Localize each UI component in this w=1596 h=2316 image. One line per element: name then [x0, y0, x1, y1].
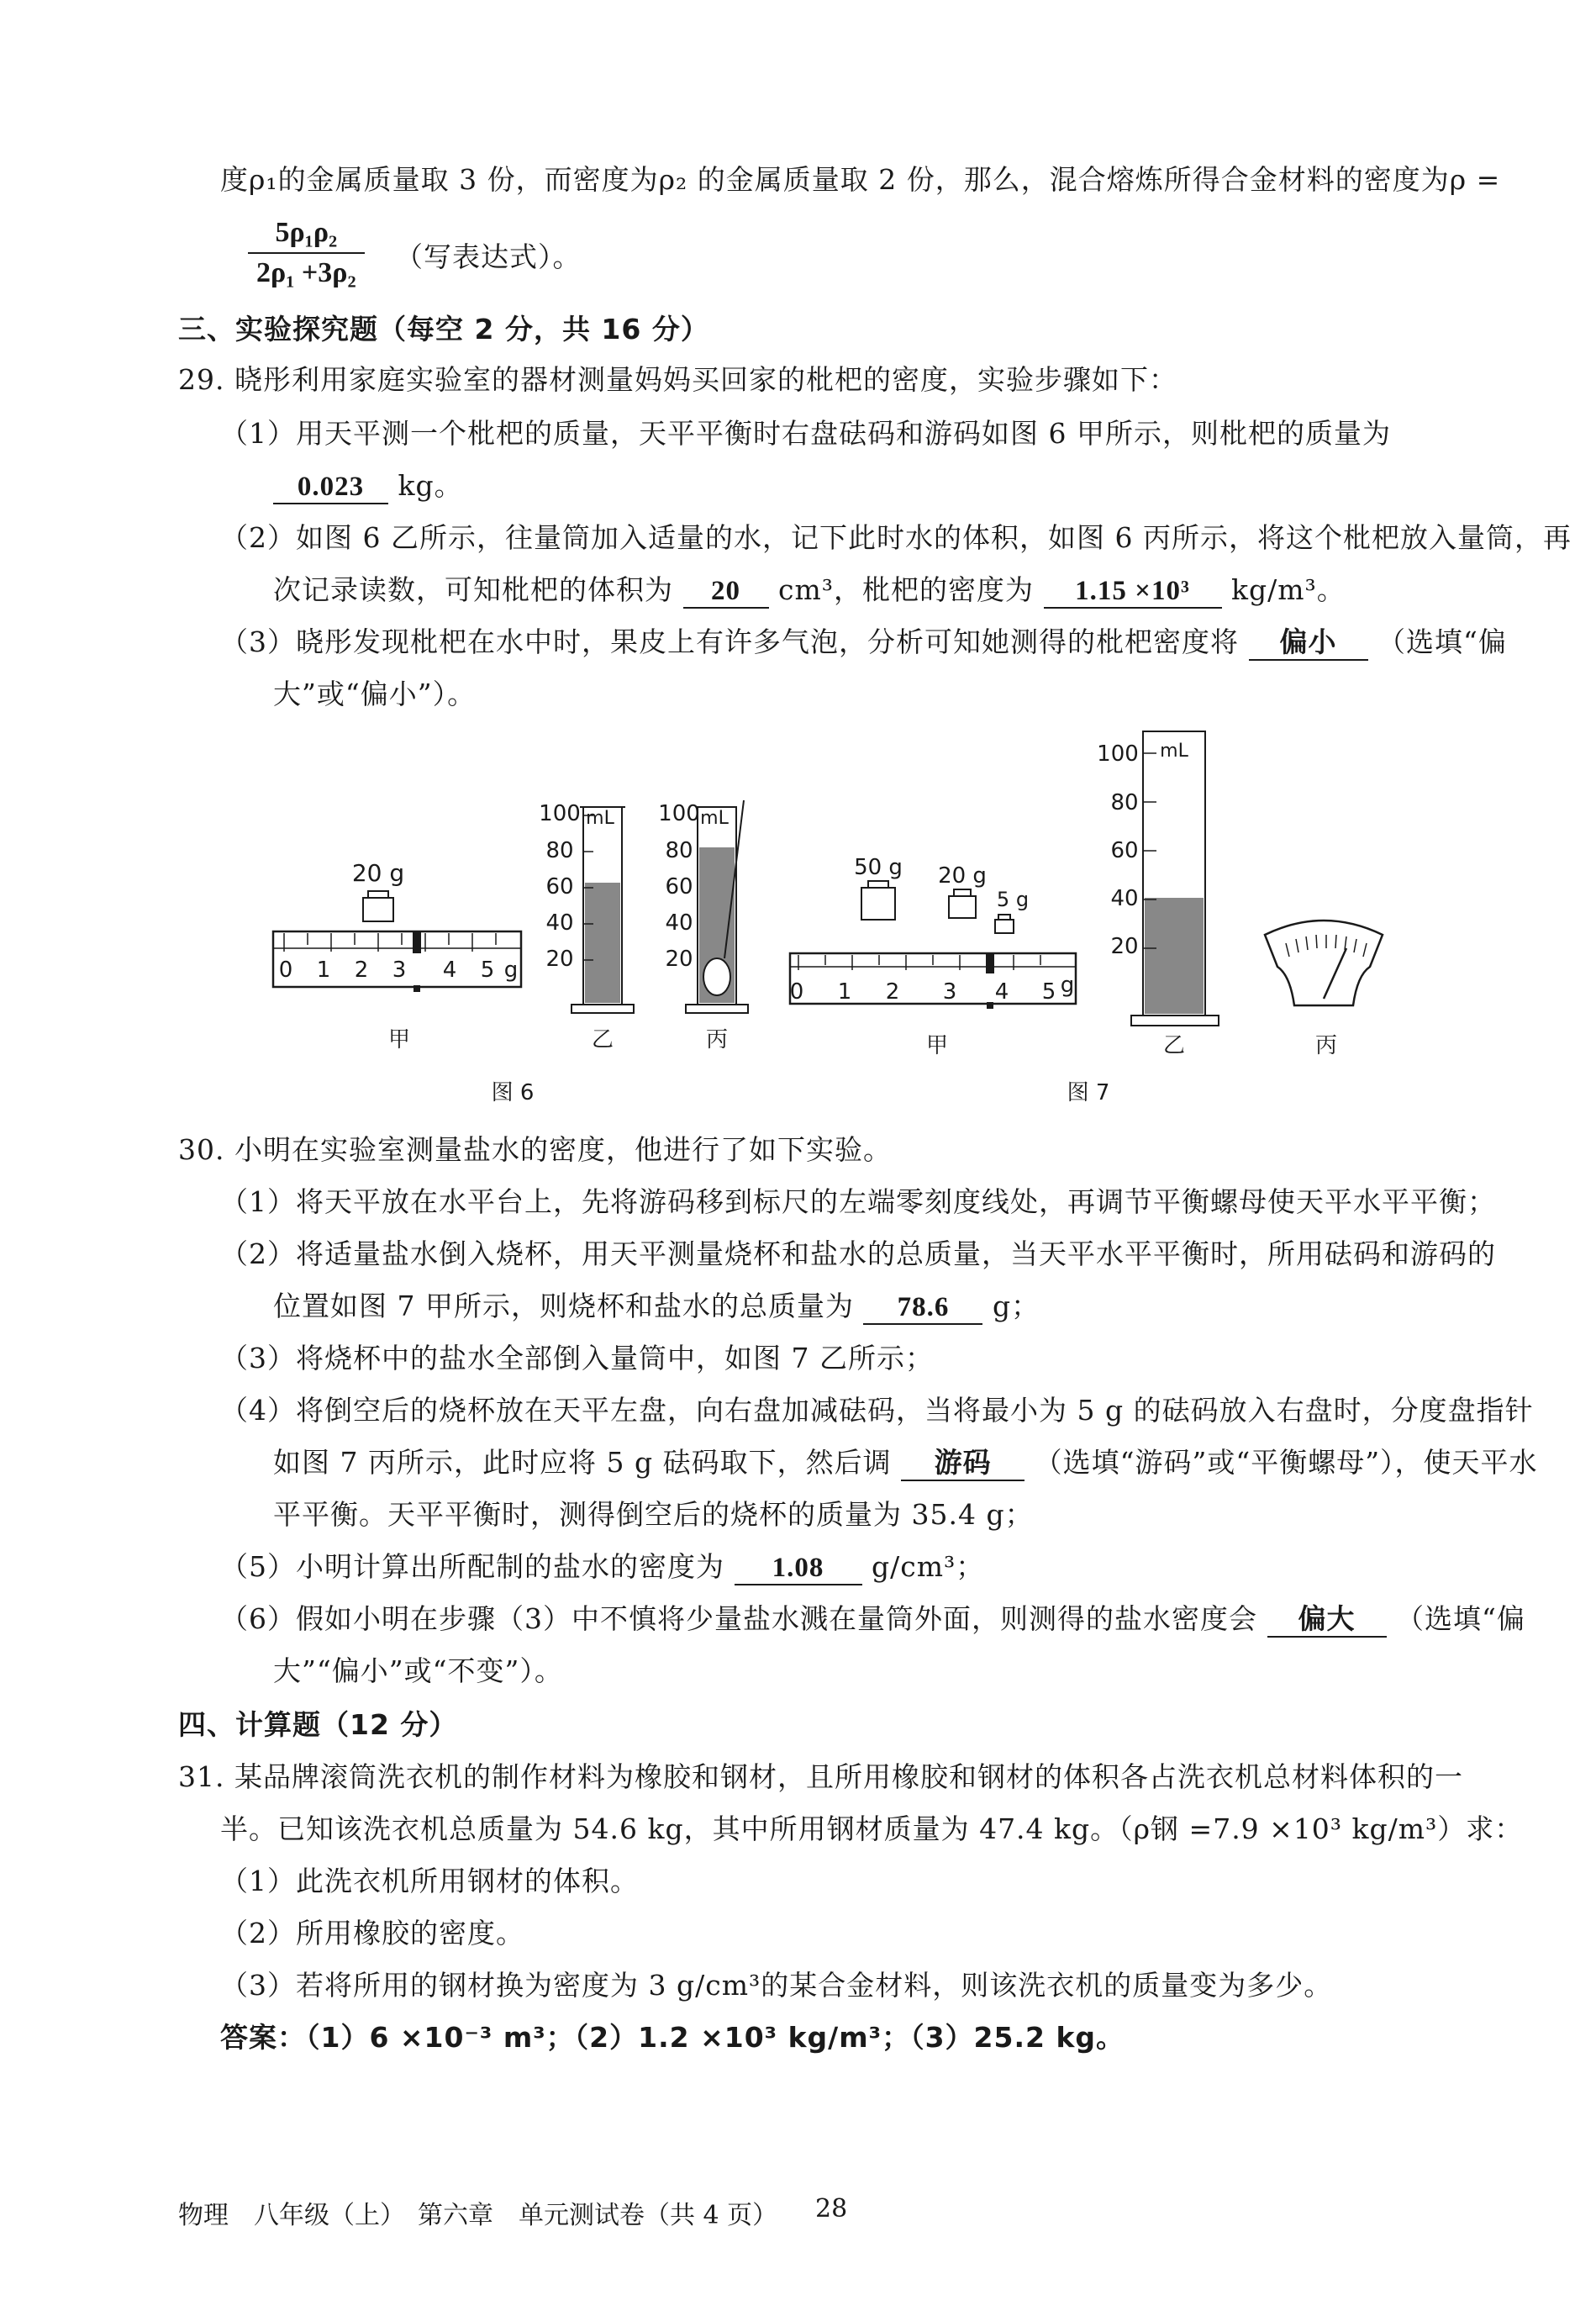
- q30-answer-density: 1.08: [735, 1552, 862, 1585]
- q30-answer-bias: 偏大: [1267, 1604, 1387, 1638]
- q29-unit-density: kg/m³。: [1231, 573, 1346, 606]
- fig6-weight-label: 20 g: [351, 859, 405, 887]
- fig6-bing-tick-100: 100: [658, 801, 700, 826]
- q29-part2-mid: cm³，枇杷的密度为: [778, 573, 1035, 606]
- q30-answer-adjust: 游码: [901, 1448, 1024, 1481]
- fig6-caption: 图 6: [491, 1080, 535, 1105]
- fig7-yi-tick-20: 20: [1110, 934, 1139, 959]
- fig7-label-bing: 丙: [1314, 1033, 1338, 1058]
- q29-answer-density: 1.15 ×10³: [1044, 575, 1222, 609]
- fig7-yi-tick-100: 100: [1097, 741, 1139, 767]
- q30-part4-cont: 平平衡。天平平衡时，测得倒空后的烧杯的质量为 35.4 g；: [273, 1498, 1034, 1531]
- section-4-heading: 四、计算题（12 分）: [178, 1708, 458, 1741]
- q29-part2-answer-line: [273, 572, 1346, 609]
- fig6-bing-tick-40: 40: [665, 910, 693, 936]
- q30-part4-answer-line: [273, 1444, 1538, 1481]
- q29-part2-text: 次记录读数，可知枇杷的体积为: [273, 573, 673, 606]
- fig6-tick-5: 5: [480, 958, 495, 983]
- fig6-cylinder-bing: [658, 800, 748, 1013]
- q30-part5-text: （5）小明计算出所配制的盐水的密度为: [220, 1550, 724, 1583]
- q30-part6: [220, 1601, 1525, 1638]
- q29-stem: 29. 晓彤利用家庭实验室的器材测量妈妈买回家的枇杷的密度，实验步骤如下：: [178, 363, 1177, 396]
- section-3-heading: 三、实验探究题（每空 2 分，共 16 分）: [178, 313, 709, 346]
- figure-7: [782, 723, 1454, 1110]
- q31-answer: 答案：（1）6 ×10⁻³ m³；（2）1.2 ×10³ kg/m³；（3）25.2 kg。: [220, 2021, 1125, 2054]
- fig7-tick-2: 2: [885, 979, 900, 1005]
- fig7-unit-g: g: [1060, 973, 1075, 998]
- fig6-label-jia: 甲: [387, 1027, 411, 1052]
- q30-part6-cont: 大”“偏小”或“不变”）。: [273, 1654, 563, 1687]
- line-q28-tail: 度ρ₁的金属质量取 3 份，而密度为ρ₂ 的金属质量取 2 份，那么，混合熔炼所得合金材料的密度为ρ =: [220, 163, 1501, 196]
- fig6-balance-scale: [273, 859, 521, 992]
- answer-fraction: [248, 217, 365, 289]
- fig7-tick-3: 3: [942, 979, 957, 1005]
- fig6-label-bing: 丙: [705, 1027, 729, 1052]
- fraction-suffix: （写表达式）。: [395, 240, 582, 273]
- q30-stem: 30. 小明在实验室测量盐水的密度，他进行了如下实验。: [178, 1133, 892, 1166]
- q30-part4: （4）将倒空后的烧杯放在天平左盘，向右盘加减砝码，当将最小为 5 g 的砝码放入右盘时，分度盘指针: [220, 1394, 1534, 1427]
- fig7-label-yi: 乙: [1162, 1033, 1186, 1058]
- q30-part2: （2）将适量盐水倒入烧杯，用天平测量烧杯和盐水的总质量，当天平水平平衡时，所用砝码和游码的: [220, 1237, 1496, 1270]
- fig6-tick-3: 3: [392, 958, 407, 983]
- fig7-caption: 图 7: [1067, 1080, 1110, 1105]
- fig7-tick-0: 0: [789, 979, 804, 1005]
- q29-answer-mass: 0.023: [273, 471, 388, 504]
- q30-unit-density: g/cm³；: [872, 1550, 985, 1583]
- q30-part6-text: （6）假如小明在步骤（3）中不慎将少量盐水溅在量筒外面，则测得的盐水密度会: [220, 1602, 1257, 1635]
- q29-part3-cont: 大”或“偏小”）。: [273, 678, 477, 710]
- figure-6: [261, 757, 765, 1110]
- q29-part3: [220, 624, 1507, 661]
- fig7-dial-pointer: [1324, 948, 1346, 999]
- q30-part5: [220, 1548, 984, 1585]
- fig6-rider: [413, 931, 421, 953]
- fig6-label-yi: 乙: [591, 1027, 614, 1052]
- fig7-dial-bing: [1265, 921, 1383, 1005]
- fig7-rider: [986, 953, 994, 973]
- q29-part3-post: （选填“偏: [1377, 625, 1507, 658]
- q30-part3: （3）将烧杯中的盐水全部倒入量筒中，如图 7 乙所示；: [220, 1342, 934, 1374]
- q31-part2: （2）所用橡胶的密度。: [220, 1917, 524, 1949]
- q29-part2: （2）如图 6 乙所示，往量筒加入适量的水，记下此时水的体积，如图 6 丙所示，将这个枇杷放入量筒，再: [220, 521, 1572, 554]
- q29-unit-kg: kg。: [398, 469, 463, 502]
- fig6-cylinder-yi: [539, 801, 634, 1013]
- fig7-cylinder-yi: [1097, 731, 1219, 1026]
- fig7-tick-5: 5: [1041, 979, 1056, 1005]
- fig7-balance-scale: [790, 855, 1076, 1009]
- fig6-yi-unit: mL: [586, 808, 614, 829]
- fig6-tick-1: 1: [316, 958, 331, 983]
- fig7-yi-tick-80: 80: [1110, 790, 1139, 815]
- q31-part3: （3）若将所用的钢材换为密度为 3 g/cm³的某合金材料，则该洗衣机的质量变为多少。: [220, 1969, 1333, 2002]
- fig6-bing-tick-60: 60: [665, 874, 693, 899]
- fig7-yi-unit: mL: [1160, 741, 1188, 762]
- fig6-yi-tick-60: 60: [545, 874, 574, 899]
- q30-part4-text: 如图 7 丙所示，此时应将 5 g 砝码取下，然后调: [273, 1446, 892, 1479]
- fig7-weight-5g: 5 g: [996, 888, 1030, 911]
- q31-part1: （1）此洗衣机所用钢材的体积。: [220, 1865, 639, 1897]
- fig6-bing-tick-80: 80: [665, 838, 693, 863]
- q29-answer-volume: 20: [683, 575, 769, 609]
- fraction-denominator: 2ρ₁ +3ρ₂: [256, 257, 356, 288]
- q30-answer-mass: 78.6: [863, 1291, 982, 1325]
- q30-unit-g: g；: [992, 1290, 1040, 1322]
- fig6-yi-tick-80: 80: [545, 838, 574, 863]
- fig7-yi-tick-60: 60: [1110, 838, 1139, 863]
- fig7-yi-tick-40: 40: [1110, 886, 1139, 911]
- fig7-weight-20g: 20 g: [938, 863, 987, 889]
- fig6-unit-g: g: [503, 958, 519, 983]
- q29-part1-answer-line: [273, 467, 463, 504]
- fig7-tick-4: 4: [994, 979, 1009, 1005]
- fig6-tick-0: 0: [278, 958, 293, 983]
- q30-part2-text: 位置如图 7 甲所示，则烧杯和盐水的总质量为: [273, 1290, 854, 1322]
- fig6-tick-4: 4: [442, 958, 457, 983]
- page-number: 28: [815, 2194, 848, 2224]
- fig7-tick-1: 1: [837, 979, 852, 1005]
- fig6-bing-tick-20: 20: [665, 947, 693, 972]
- fig6-tick-2: 2: [354, 958, 369, 983]
- fig6-yi-tick-40: 40: [545, 910, 574, 936]
- q30-part2-answer-line: [273, 1288, 1040, 1325]
- q30-part4-post: （选填“游码”或“平衡螺母”），使天平水: [1034, 1446, 1538, 1479]
- fig6-bing-unit: mL: [700, 808, 729, 829]
- fig7-weight-50g: 50 g: [854, 855, 903, 880]
- q29-answer-bias: 偏小: [1249, 627, 1368, 661]
- fig6-yi-tick-100: 100: [539, 801, 581, 826]
- q29-part1: （1）用天平测一个枇杷的质量，天平平衡时右盘砝码和游码如图 6 甲所示，则枇杷的质量为: [220, 417, 1391, 450]
- footer-title: 物理 八年级（上） 第六章 单元测试卷（共 4 页）: [178, 2201, 778, 2230]
- q30-part6-post: （选填“偏: [1396, 1602, 1525, 1635]
- q31-stem: 31. 某品牌滚筒洗衣机的制作材料为橡胶和钢材，且所用橡胶和钢材的体积各占洗衣机总材料体积的一: [178, 1760, 1463, 1793]
- fig7-label-jia: 甲: [925, 1033, 949, 1058]
- fig6-yi-tick-20: 20: [545, 947, 574, 972]
- q29-part3-text: （3）晓彤发现枇杷在水中时，果皮上有许多气泡，分析可知她测得的枇杷密度将: [220, 625, 1239, 658]
- q31-stem-cont: 半。已知该洗衣机总质量为 54.6 kg，其中所用钢材质量为 47.4 kg。（ρ钢 =7.9 ×10³ kg/m³）求：: [220, 1812, 1524, 1845]
- q30-part1: （1）将天平放在水平台上，先将游码移到标尺的左端零刻度线处，再调节平衡螺母使天平水平平衡；: [220, 1185, 1496, 1218]
- fraction-numerator: 5ρ₁ρ₂: [248, 217, 365, 254]
